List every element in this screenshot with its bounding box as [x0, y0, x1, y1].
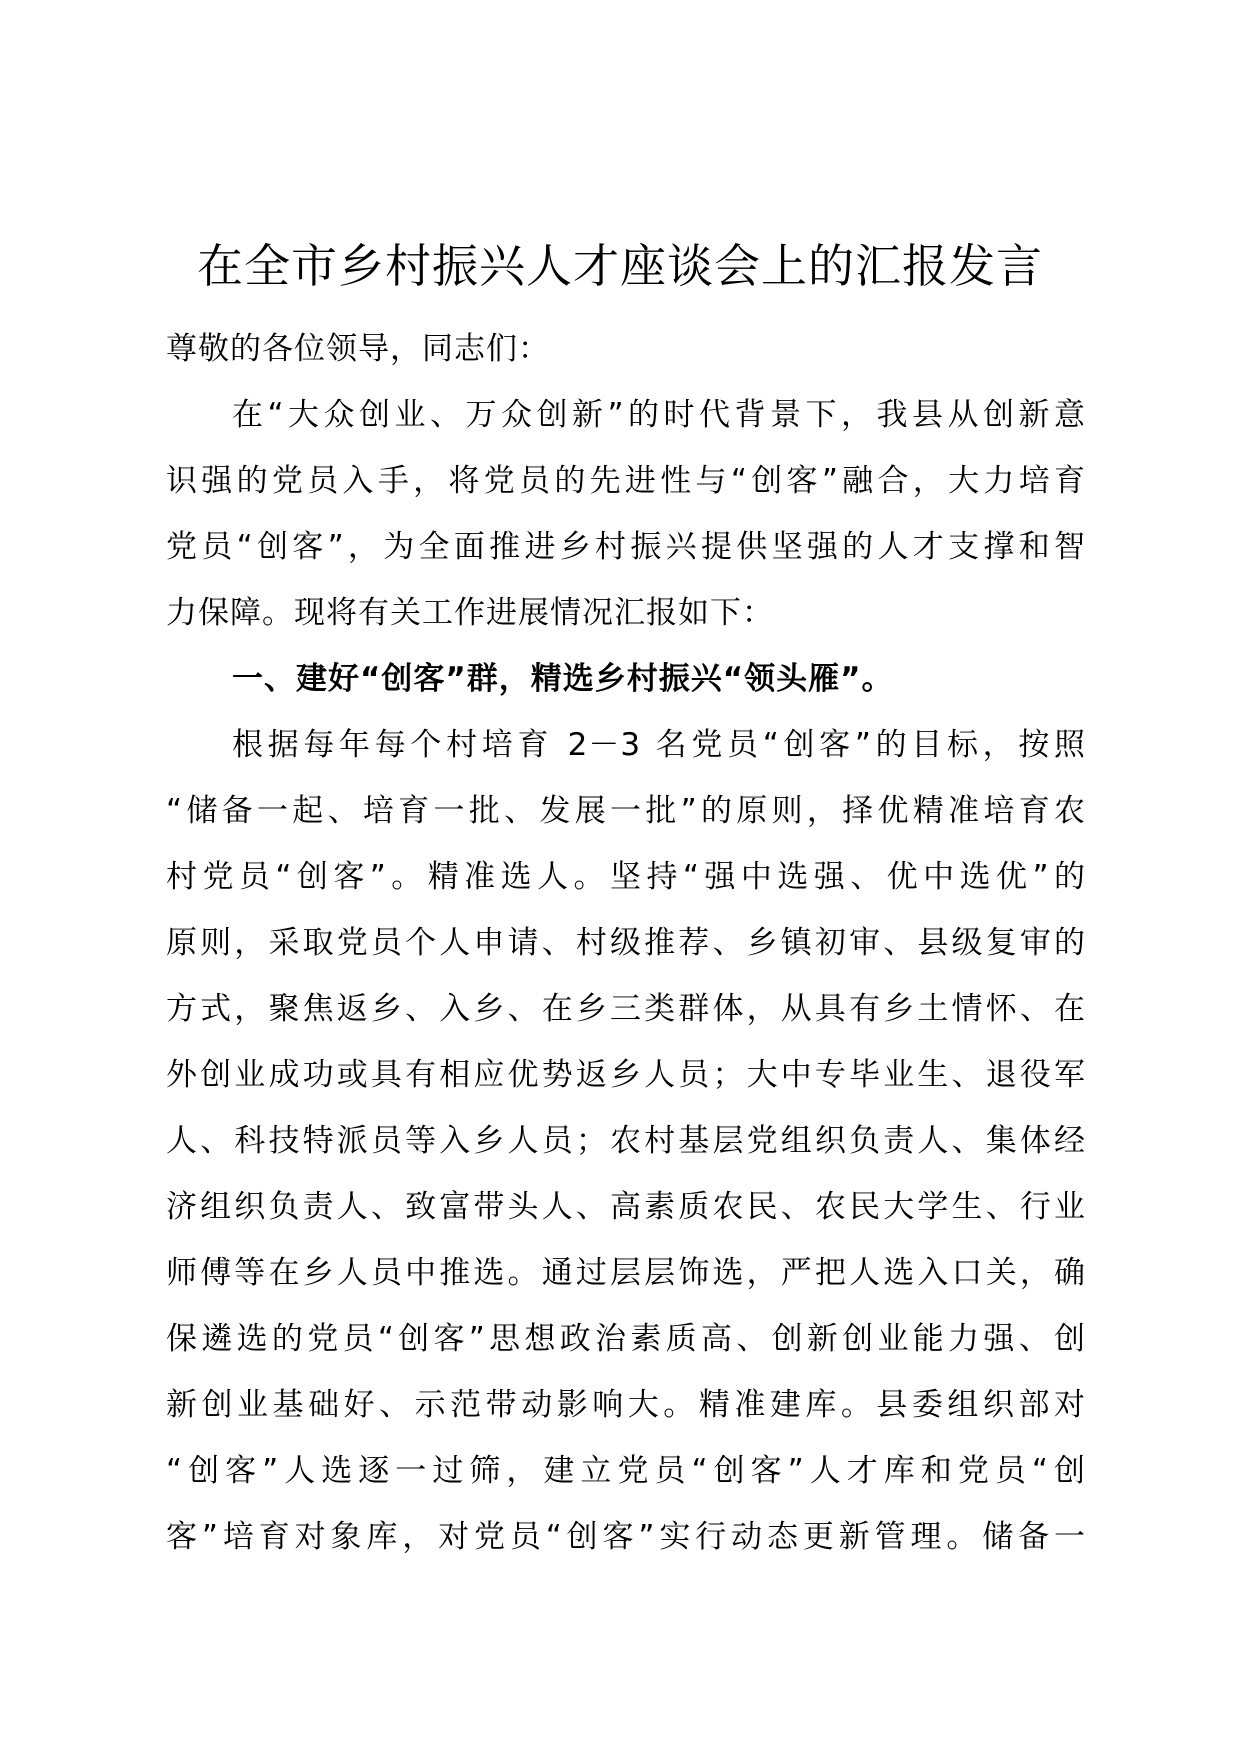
- paragraph-line: 方式，聚焦返乡、入乡、在乡三类群体，从具有乡土情怀、在: [166, 991, 1086, 1027]
- paragraph-line: “储备一起、培育一批、发展一批”的原则，择优精准培育农: [166, 793, 1086, 829]
- paragraph-line: 人、科技特派员等入乡人员；农村基层党组织负责人、集体经: [166, 1123, 1086, 1159]
- paragraph-line: 保遴选的党员“创客”思想政治素质高、创新创业能力强、创: [166, 1321, 1086, 1357]
- paragraph-line: 根据每年每个村培育 2－3 名党员“创客”的目标，按照: [232, 727, 1086, 763]
- paragraph-line: 力保障。现将有关工作进展情况汇报如下：: [166, 595, 774, 631]
- paragraph-line: 客”培育对象库，对党员“创客”实行动态更新管理。储备一: [166, 1519, 1086, 1555]
- paragraph-line: 原则，采取党员个人申请、村级推荐、乡镇初审、县级复审的: [166, 925, 1086, 961]
- paragraph-line: 新创业基础好、示范带动影响大。精准建库。县委组织部对: [166, 1387, 1086, 1423]
- document-body: [166, 316, 1086, 1570]
- salutation-line: 尊敬的各位领导，同志们：: [166, 331, 550, 367]
- section-heading: 一、建好“创客”群，精选乡村振兴“领头雁”。: [232, 661, 894, 697]
- paragraph-line: 识强的党员入手，将党员的先进性与“创客”融合，大力培育: [166, 463, 1086, 499]
- paragraph-line: 在“大众创业、万众创新”的时代背景下，我县从创新意: [232, 397, 1086, 433]
- paragraph-line: 师傅等在乡人员中推选。通过层层饰选，严把人选入口关，确: [166, 1255, 1086, 1291]
- paragraph-line: “创客”人选逐一过筛，建立党员“创客”人才库和党员“创: [166, 1453, 1086, 1489]
- paragraph-line: 村党员“创客”。精准选人。坚持“强中选强、优中选优”的: [166, 859, 1086, 895]
- document-title: 在全市乡村振兴人才座谈会上的汇报发言: [197, 239, 1043, 293]
- paragraph-line: 济组织负责人、致富带头人、高素质农民、农民大学生、行业: [166, 1189, 1086, 1225]
- paragraph-line: 外创业成功或具有相应优势返乡人员；大中专毕业生、退役军: [166, 1057, 1086, 1093]
- paragraph-line: 党员“创客”，为全面推进乡村振兴提供坚强的人才支撑和智: [166, 529, 1086, 565]
